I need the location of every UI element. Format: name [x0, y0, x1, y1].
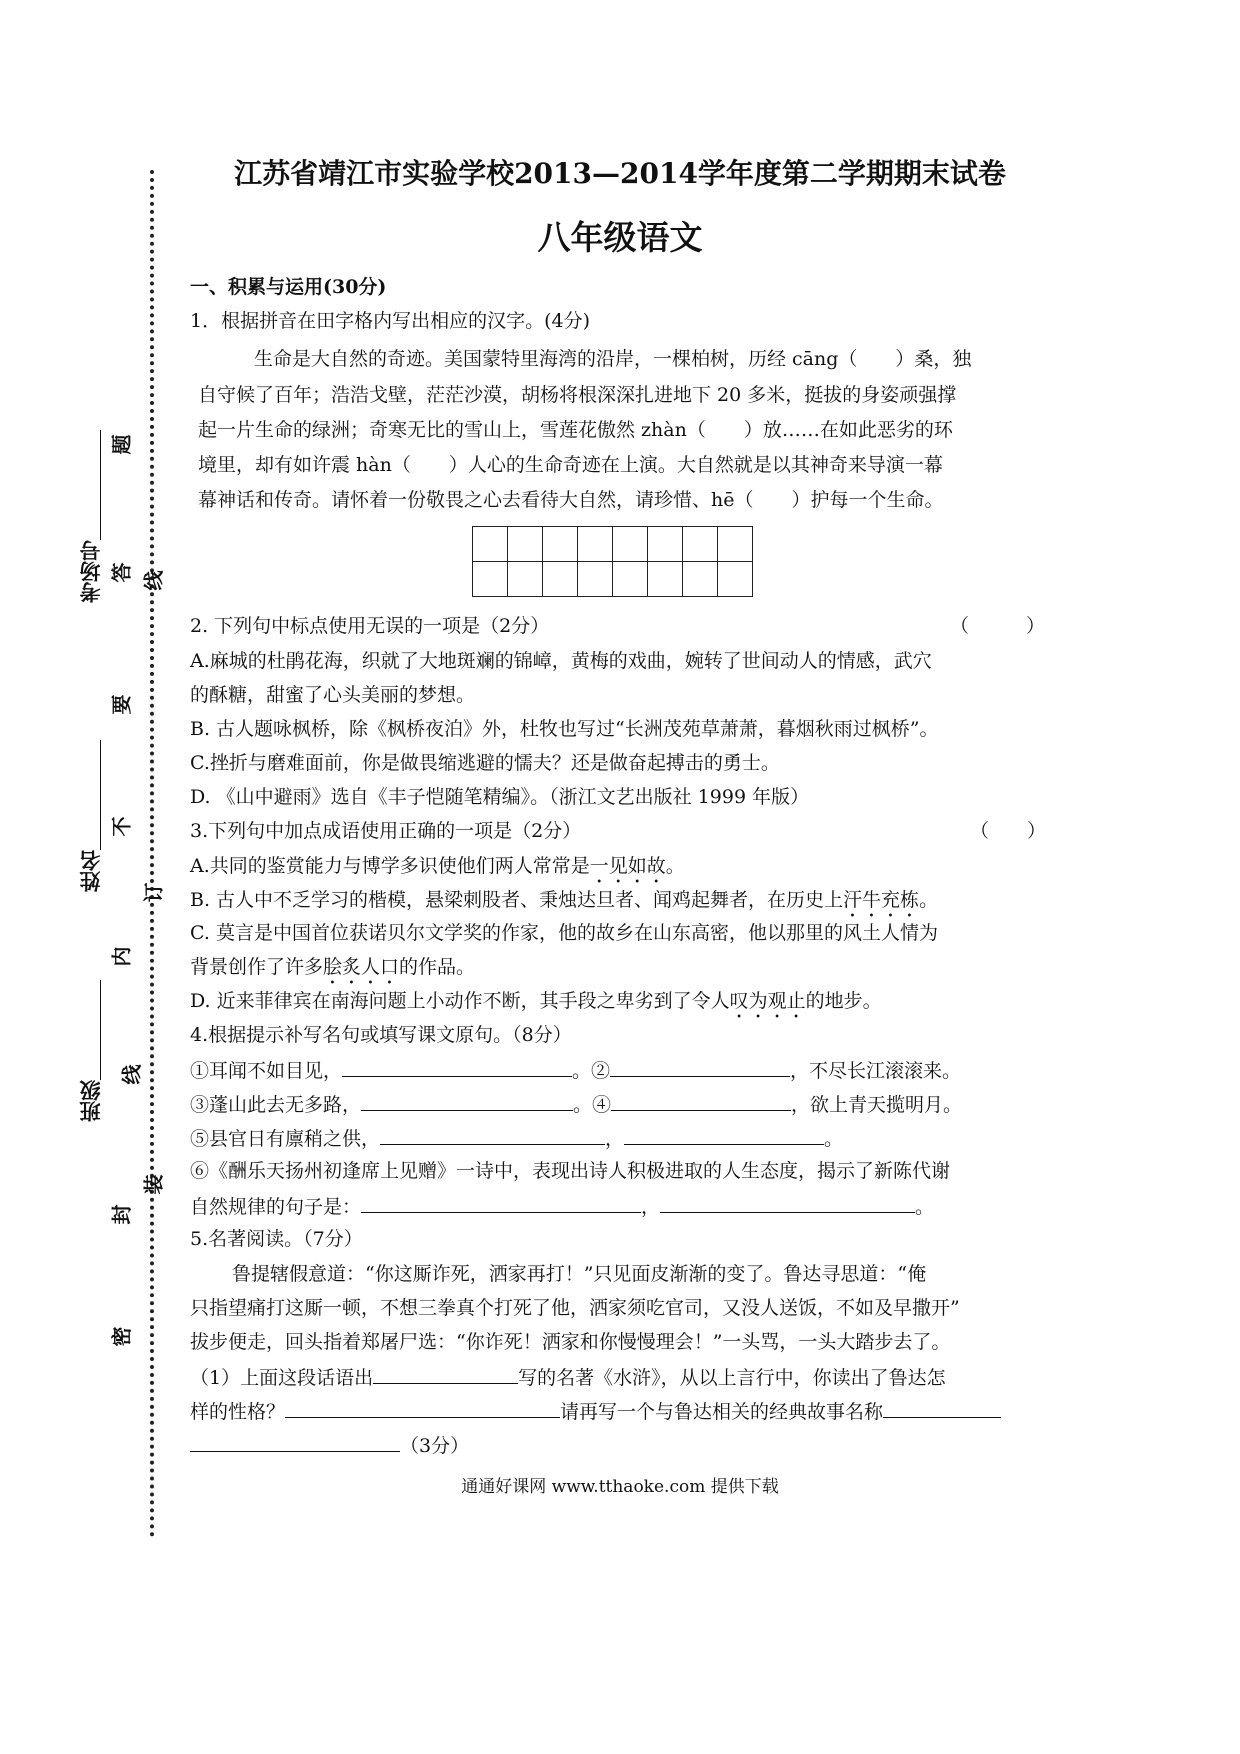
- q3-b-end: 。: [919, 889, 939, 911]
- q4-prompt: 。②: [572, 1060, 611, 1082]
- grid-cell[interactable]: [648, 527, 683, 562]
- q4-answer-blank[interactable]: [611, 1090, 791, 1111]
- q3-stem: 3.下列句中加点成语使用正确的一项是（2分）: [190, 820, 582, 842]
- q4-prompt: ①耳闻不如目见，: [190, 1060, 343, 1082]
- q1-stem: 1．根据拼音在田字格内写出相应的汉字。(4分): [190, 310, 591, 332]
- q3-a-text: A.共同的鉴赏能力与博学多识使他们两人常常是: [190, 855, 590, 877]
- name-label: 姓名: [78, 850, 103, 892]
- exam-title: 江苏省靖江市实验学校2013—2014学年度第二学期期末试卷: [234, 157, 1006, 190]
- q4-prompt: ，欲上青天揽明月。: [791, 1094, 963, 1116]
- q3-b-idiom: 汗牛充栋: [843, 889, 920, 911]
- section-heading: 一、积累与运用(30分): [190, 276, 387, 298]
- q4-prompt: ，: [605, 1128, 625, 1150]
- q3-option-b: [190, 887, 938, 922]
- margin-line-char: 装: [141, 1174, 166, 1195]
- q3-option-c-cont: [190, 954, 475, 989]
- q4-prompt: ，不尽长江滚滚来。: [790, 1060, 962, 1082]
- q5-para-line: 只指望痛打这厮一顿，不想三拳真个打死了他，洒家须吃官司，又没人送饭，不如及早撒开”: [190, 1297, 960, 1319]
- q4-answer-blank[interactable]: [610, 1056, 790, 1077]
- margin-notice-char: 要: [109, 694, 134, 715]
- exam-room-label: 考场号: [78, 540, 103, 603]
- grid-cell[interactable]: [508, 527, 543, 562]
- grid-cell[interactable]: [613, 527, 648, 562]
- grid-cell[interactable]: [508, 562, 543, 597]
- q5-sub1-end: [190, 1431, 469, 1459]
- q4-prompt: ③蓬山此去无多路，: [190, 1094, 362, 1116]
- q5-answer-blank[interactable]: [883, 1397, 1001, 1418]
- q3-answer-paren[interactable]: （ ）: [970, 820, 1047, 842]
- margin-line-char: 密: [109, 1326, 134, 1347]
- q3-d-end: 的地步。: [805, 990, 882, 1012]
- q2-stem: 2. 下列句中标点使用无误的一项是（2分）: [190, 615, 550, 637]
- q5-prompt: （1）上面这段话语出: [190, 1367, 374, 1389]
- name-field: [74, 740, 104, 900]
- q4-prompt: ⑤县官日有廪稍之供，: [190, 1128, 381, 1150]
- q5-score: （3分）: [400, 1435, 470, 1457]
- grid-cell[interactable]: [543, 527, 578, 562]
- grid-cell[interactable]: [683, 527, 718, 562]
- q2-option-line: 的酥糖，甜蜜了心头美丽的梦想。: [190, 684, 476, 706]
- q4-answer-blank[interactable]: [361, 1090, 573, 1111]
- q5-stem: 5.名著阅读。（7分）: [190, 1228, 363, 1250]
- q4-prompt: 。: [824, 1128, 844, 1150]
- class-field: [74, 980, 104, 1130]
- margin-line-char: 线: [141, 570, 166, 591]
- grid-cell[interactable]: [718, 527, 753, 562]
- q4-answer-blank[interactable]: [660, 1192, 915, 1213]
- margin-notice-char: 题: [109, 434, 134, 455]
- q4-line-3: [190, 1124, 843, 1152]
- q3-option-a: [190, 853, 685, 888]
- class-label: 班级: [78, 1080, 103, 1122]
- grid-cell[interactable]: [718, 562, 753, 597]
- q5-para-line: 鲁提辖假意道：“你这厮诈死，洒家再打！”只见面皮渐渐的变了。鲁达寻思道：“俺: [232, 1263, 927, 1285]
- q4-prompt: 。④: [573, 1094, 612, 1116]
- q5-prompt: 样的性格？: [190, 1401, 286, 1423]
- q3-c-text: 背景创作了许多: [190, 956, 324, 978]
- exam-room-blank: [100, 430, 101, 540]
- margin-notice-char: 不: [109, 816, 134, 837]
- q3-option-d: [190, 988, 882, 1023]
- q4-prompt: 自然规律的句子是：: [190, 1196, 362, 1218]
- q3-b-text: B. 古人中不乏学习的楷模，悬梁刺股者、秉烛达旦者、闻鸡起舞者，在历史上: [190, 889, 844, 911]
- q4-prompt: 。: [915, 1196, 935, 1218]
- q4-answer-blank[interactable]: [624, 1124, 824, 1145]
- q3-d-idiom: 叹为观止: [729, 990, 806, 1012]
- q4-line-5: [190, 1192, 934, 1220]
- q2-option-line: B. 古人题咏枫桥，除《枫桥夜泊》外，杜牧也写过“长洲茂苑草萧萧，暮烟秋雨过枫桥”。: [190, 718, 939, 740]
- margin-notice-char: 答: [109, 562, 134, 583]
- grid-cell[interactable]: [578, 527, 613, 562]
- q3-c-idiom: 脍炙人口: [323, 956, 400, 978]
- q1-para-line: 幕神话和传奇。请怀着一份敬畏之心去看待大自然，请珍惜、hē（ ）护每一个生命。: [198, 489, 944, 511]
- class-blank: [100, 980, 101, 1080]
- q2-option-line: C.挫折与磨难面前，你是做畏缩逃避的懦夫？还是做奋起搏击的勇士。: [190, 752, 780, 774]
- grid-cell[interactable]: [683, 562, 718, 597]
- q5-sub1: [190, 1363, 946, 1391]
- name-blank: [100, 740, 101, 850]
- grid-cell[interactable]: [473, 527, 508, 562]
- q4-prompt: ，: [641, 1196, 661, 1218]
- q5-sub1-cont: [190, 1397, 1001, 1425]
- q3-a-end: 。: [665, 855, 685, 877]
- q3-option-c: C. 莫言是中国首位获诺贝尔文学奖的作家，他的故乡在山东高密，他以那里的风土人情为: [190, 922, 938, 944]
- grid-cell[interactable]: [578, 562, 613, 597]
- q5-answer-blank[interactable]: [373, 1363, 518, 1384]
- margin-line-char: 线: [119, 1064, 144, 1085]
- grid-cell[interactable]: [473, 562, 508, 597]
- q4-answer-blank[interactable]: [380, 1124, 605, 1145]
- q1-para-line: 自守候了百年；浩浩戈壁，茫茫沙漠，胡杨将根深深扎进地下 20 多米，挺拔的身姿顽强撑: [198, 384, 957, 406]
- q5-prompt: 写的名著《水浒》，从以上言行中，你读出了鲁达怎: [518, 1367, 946, 1389]
- q1-para-line: 境里，却有如许震 hàn（ ）人心的生命奇迹在上演。大自然就是以其神奇来导演一幕: [198, 454, 943, 476]
- margin-line-char: 订: [141, 882, 166, 903]
- q3-d-text: D. 近来菲律宾在南海问题上小动作不断，其手段之卑劣到了令人: [190, 990, 730, 1012]
- q5-prompt: 请再写一个与鲁达相关的经典故事名称: [560, 1401, 884, 1423]
- q4-answer-blank[interactable]: [342, 1056, 572, 1077]
- q4-line-1: [190, 1056, 961, 1084]
- margin-notice-char: 内: [109, 946, 134, 967]
- q1-para-line: 生命是大自然的奇迹。美国蒙特里海湾的沿岸，一棵柏树，历经 cāng（ ）桑，独: [254, 348, 972, 370]
- margin-line-char: 封: [109, 1204, 134, 1225]
- q4-answer-blank[interactable]: [361, 1192, 641, 1213]
- q4-stem: 4.根据提示补写名句或填写课文原句。（8分）: [190, 1024, 572, 1046]
- q1-para-line: 起一片生命的绿洲；奇寒无比的雪山上，雪莲花傲然 zhàn（ ）放……在如此恶劣的环: [198, 419, 953, 441]
- q2-option-line: A.麻城的杜鹃花海，织就了大地斑斓的锦嶂，黄梅的戏曲，婉转了世间动人的情感，武穴: [190, 650, 932, 672]
- q5-answer-blank[interactable]: [285, 1397, 560, 1418]
- q5-para-line: 拔步便走，回头指着郑屠尸选：“你诈死！洒家和你慢慢理会！”一头骂，一头大踏步去了。: [190, 1331, 951, 1353]
- footer-credit: 通通好课网 www.tthaoke.com 提供下载: [461, 1477, 779, 1497]
- q2-answer-paren[interactable]: （ ）: [950, 615, 1046, 637]
- q4-line-4: ⑥《酬乐天扬州初逢席上见赠》一诗中，表现出诗人积极进取的人生态度，揭示了新陈代谢: [190, 1160, 951, 1182]
- exam-room-field: [74, 470, 104, 610]
- q5-answer-blank[interactable]: [190, 1431, 400, 1452]
- grid-cell[interactable]: [648, 562, 683, 597]
- character-grid[interactable]: [472, 526, 753, 597]
- q3-c-end: 的作品。: [399, 956, 476, 978]
- q4-line-2: [190, 1090, 962, 1118]
- grid-cell[interactable]: [543, 562, 578, 597]
- q3-a-idiom: 一见如故: [589, 855, 666, 877]
- exam-subtitle: 八年级语文: [537, 218, 703, 257]
- binding-dotted-line: [150, 170, 154, 1538]
- q2-option-line: D. 《山中避雨》选自《丰子恺随笔精编》。（浙江文艺出版社 1999 年版）: [190, 786, 810, 808]
- grid-cell[interactable]: [613, 562, 648, 597]
